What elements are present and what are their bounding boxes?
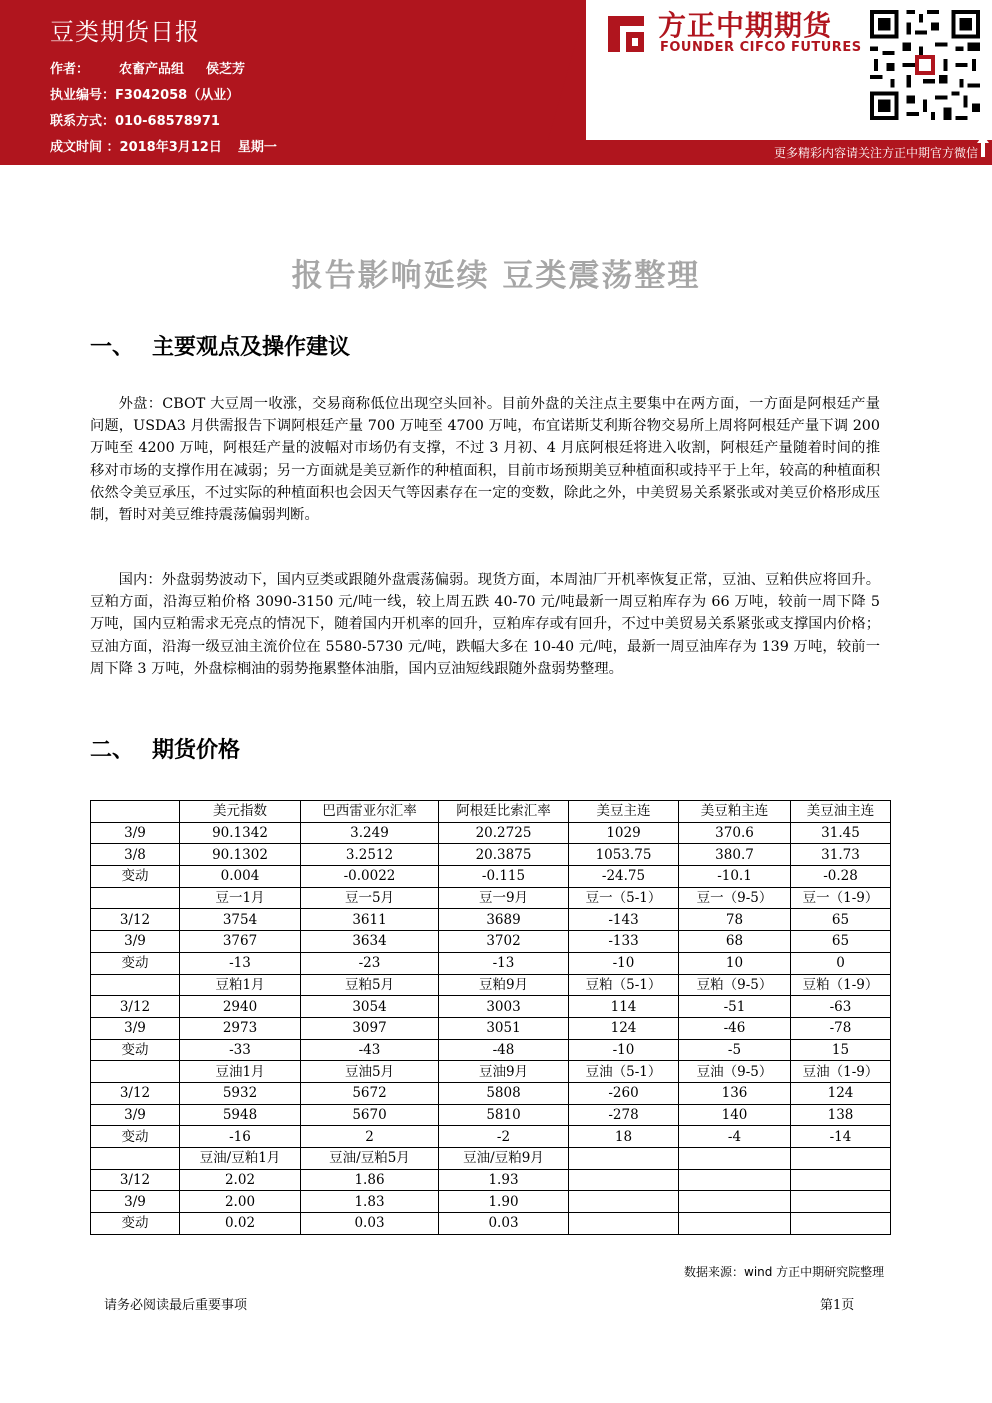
row-label-cell: 3/12 [91, 1082, 180, 1104]
table-cell: 3702 [439, 931, 569, 953]
table-cell: 5808 [439, 1082, 569, 1104]
table-cell: -46 [679, 1017, 791, 1039]
table-cell: 豆粕（9-5） [679, 974, 791, 996]
founder-logo-icon [604, 12, 648, 56]
table-cell: 370.6 [679, 822, 791, 844]
table-cell: 65 [791, 909, 891, 931]
table-cell: 1.90 [439, 1191, 569, 1213]
table-cell: 豆油1月 [180, 1061, 301, 1083]
table-cell: 1.86 [301, 1169, 439, 1191]
table-cell: 豆油/豆粕5月 [301, 1148, 439, 1170]
table-cell: -10 [569, 1039, 679, 1061]
table-cell: 114 [569, 996, 679, 1018]
table-cell: 豆一（9-5） [679, 887, 791, 909]
contact-value: 010-68578971 [115, 114, 220, 129]
row-label-cell: 3/12 [91, 1169, 180, 1191]
table-cell: 3003 [439, 996, 569, 1018]
table-row [91, 866, 891, 888]
date-value: 2018年3月12日 [119, 140, 222, 155]
table-cell: 3767 [180, 931, 301, 953]
row-label-cell: 3/12 [91, 996, 180, 1018]
table-cell: -4 [679, 1126, 791, 1148]
author-group: 农畜产品组 [119, 62, 185, 77]
table-row [91, 822, 891, 844]
table-cell: 31.73 [791, 844, 891, 866]
section-title: 主要观点及操作建议 [152, 335, 351, 360]
follow-wechat-text: 更多精彩内容请关注方正中期官方微信 [773, 146, 978, 160]
table-cell [569, 1191, 679, 1213]
futures-price-table [90, 800, 891, 1235]
paragraph-overseas: 外盘：CBOT 大豆周一收涨，交易商称低位出现空头回补。目前外盘的关注点主要集中在两方面，一方面是阿根廷产量问题，USDA3 月供需报告下调阿根廷产量 700 万吨至 4700 万吨，布宜诺斯艾利斯谷物交易所上周将阿根廷产量下调 200 万吨至 4200 万吨，阿根廷产量的波幅对市场仍有支撑，不过 3 月初、4 月底阿根廷将进入收割，阿根廷产量随着时间的推移对市场的支撑作用在减弱；另一方面就是美豆新作的种植面积，目前市场预期美豆种植面积或持平于上年，较高的种植面积依然令美豆承压，不过实际的种植面积也会因天气等因素存在一定的变数，除此之外，中美贸易关系紧张或对美豆价格形成压制，暂时对美豆维持震荡偏弱判断。 [90, 396, 880, 524]
table-cell: 0 [791, 952, 891, 974]
table-cell: 美豆油主连 [791, 801, 891, 823]
table-row [91, 931, 891, 953]
row-label-cell: 3/9 [91, 822, 180, 844]
table-cell: -43 [301, 1039, 439, 1061]
table-cell: 豆一9月 [439, 887, 569, 909]
row-label-cell: 变动 [91, 1126, 180, 1148]
license-line [50, 84, 239, 103]
table-cell: 20.3875 [439, 844, 569, 866]
table-cell: 380.7 [679, 844, 791, 866]
contact-label: 联系方式： [50, 114, 116, 129]
table-cell [569, 1213, 679, 1235]
table-cell: 阿根廷比索汇率 [439, 801, 569, 823]
table-cell: -10 [569, 952, 679, 974]
table-cell: 68 [679, 931, 791, 953]
row-label-cell [91, 801, 180, 823]
weekday: 星期一 [237, 140, 277, 155]
table-cell [791, 1148, 891, 1170]
table-row [91, 1104, 891, 1126]
page-number: 第1页 [820, 1298, 855, 1313]
footer-notice: 请务必阅读最后重要事项 [104, 1298, 248, 1313]
table-cell: 65 [791, 931, 891, 953]
table-cell: 10 [679, 952, 791, 974]
table-cell: 豆油/豆粕1月 [180, 1148, 301, 1170]
table-row [91, 1169, 891, 1191]
table-cell: -143 [569, 909, 679, 931]
table-cell [679, 1148, 791, 1170]
row-label-cell [91, 974, 180, 996]
row-label-cell: 3/8 [91, 844, 180, 866]
brand-name-en: FOUNDER CIFCO FUTURES [660, 40, 862, 55]
table-cell: 豆油9月 [439, 1061, 569, 1083]
report-title: 豆类期货日报 [50, 18, 200, 46]
table-cell: 20.2725 [439, 822, 569, 844]
table-cell: -10.1 [679, 866, 791, 888]
row-label-cell: 3/9 [91, 931, 180, 953]
table-cell: -51 [679, 996, 791, 1018]
table-cell: 美元指数 [180, 801, 301, 823]
table-row [91, 844, 891, 866]
table-cell: 3.249 [301, 822, 439, 844]
table-cell: 3054 [301, 996, 439, 1018]
table-cell: -23 [301, 952, 439, 974]
table-cell: 美豆主连 [569, 801, 679, 823]
headline: 报告影响延续 豆类震荡整理 [291, 258, 701, 294]
table-cell [791, 1213, 891, 1235]
table-cell: -13 [180, 952, 301, 974]
table-cell: 3634 [301, 931, 439, 953]
table-cell: 0.004 [180, 866, 301, 888]
table-cell: -2 [439, 1126, 569, 1148]
brand-name-cn: 方正中期期货 [658, 9, 833, 42]
table-row [91, 1148, 891, 1170]
table-cell: 1.83 [301, 1191, 439, 1213]
table-cell: 90.1302 [180, 844, 301, 866]
table-row [91, 1017, 891, 1039]
table-cell: -78 [791, 1017, 891, 1039]
table-cell: 3689 [439, 909, 569, 931]
contact-line [50, 110, 220, 129]
table-cell: 5932 [180, 1082, 301, 1104]
table-cell: 豆粕（1-9） [791, 974, 891, 996]
row-label-cell: 变动 [91, 1213, 180, 1235]
table-cell [679, 1169, 791, 1191]
table-cell: 31.45 [791, 822, 891, 844]
table-row [91, 1082, 891, 1104]
table-cell [791, 1191, 891, 1213]
table-cell: 豆一（5-1） [569, 887, 679, 909]
table-cell: 2940 [180, 996, 301, 1018]
table-cell [569, 1148, 679, 1170]
table-cell: 3.2512 [301, 844, 439, 866]
table-cell: 1.93 [439, 1169, 569, 1191]
table-cell: 美豆粕主连 [679, 801, 791, 823]
table-cell: 5948 [180, 1104, 301, 1126]
row-label-cell [91, 1061, 180, 1083]
table-cell: -14 [791, 1126, 891, 1148]
table-cell: 78 [679, 909, 791, 931]
author-name: 侯芝芳 [206, 62, 246, 77]
table-cell [679, 1213, 791, 1235]
section-number: 一、 [90, 335, 135, 360]
table-cell: 2.00 [180, 1191, 301, 1213]
table-cell: 3051 [439, 1017, 569, 1039]
table-cell: 豆油（5-1） [569, 1061, 679, 1083]
row-label-cell [91, 887, 180, 909]
table-cell: 0.02 [180, 1213, 301, 1235]
table-row [91, 952, 891, 974]
table-cell: 豆粕（5-1） [569, 974, 679, 996]
table-cell: 2 [301, 1126, 439, 1148]
table-row [91, 887, 891, 909]
table-cell: 0.03 [301, 1213, 439, 1235]
table-cell: -16 [180, 1126, 301, 1148]
table-cell: 豆油（9-5） [679, 1061, 791, 1083]
table-cell: 5672 [301, 1082, 439, 1104]
table-cell: 豆油（1-9） [791, 1061, 891, 1083]
table-row [91, 996, 891, 1018]
table-cell: 巴西雷亚尔汇率 [301, 801, 439, 823]
table-cell [569, 1169, 679, 1191]
table-cell: 18 [569, 1126, 679, 1148]
table-cell: 豆粕9月 [439, 974, 569, 996]
license-label: 执业编号： [50, 88, 116, 103]
table-cell: -48 [439, 1039, 569, 1061]
table-row [91, 1213, 891, 1235]
date-label: 成文时间 ： [50, 140, 120, 155]
table-cell: 15 [791, 1039, 891, 1061]
table-cell: -24.75 [569, 866, 679, 888]
qr-code-icon[interactable] [866, 6, 984, 124]
data-source: 数据来源：wind 方正中期研究院整理 [684, 1265, 885, 1279]
table-cell: 0.03 [439, 1213, 569, 1235]
table-cell: 3611 [301, 909, 439, 931]
table-cell: -0.115 [439, 866, 569, 888]
table-cell: -5 [679, 1039, 791, 1061]
row-label-cell [91, 1148, 180, 1170]
table-row [91, 1061, 891, 1083]
author-line [50, 58, 245, 77]
banner-slant [548, 0, 588, 140]
table-cell: 5810 [439, 1104, 569, 1126]
row-label-cell: 3/9 [91, 1191, 180, 1213]
table-cell: 豆粕1月 [180, 974, 301, 996]
table-cell: 3097 [301, 1017, 439, 1039]
table-cell: -33 [180, 1039, 301, 1061]
table-row [91, 909, 891, 931]
table-cell: 豆一（1-9） [791, 887, 891, 909]
table-cell: 1053.75 [569, 844, 679, 866]
table-row [91, 974, 891, 996]
table-cell: -133 [569, 931, 679, 953]
table-cell: -278 [569, 1104, 679, 1126]
table-cell: 豆一1月 [180, 887, 301, 909]
table-cell [679, 1191, 791, 1213]
section-heading-2 [90, 733, 240, 764]
table-cell: 2973 [180, 1017, 301, 1039]
row-label-cell: 3/12 [91, 909, 180, 931]
table-row [91, 801, 891, 823]
table-cell: 140 [679, 1104, 791, 1126]
date-line [50, 136, 277, 155]
table-cell: -0.0022 [301, 866, 439, 888]
row-label-cell: 3/9 [91, 1104, 180, 1126]
table-cell: -260 [569, 1082, 679, 1104]
table-cell: 138 [791, 1104, 891, 1126]
table-cell: 124 [569, 1017, 679, 1039]
table-cell: 豆一5月 [301, 887, 439, 909]
table-cell: 1029 [569, 822, 679, 844]
section-title: 期货价格 [152, 738, 241, 763]
table-cell: -13 [439, 952, 569, 974]
table-cell: 136 [679, 1082, 791, 1104]
row-label-cell: 变动 [91, 866, 180, 888]
table-cell: 2.02 [180, 1169, 301, 1191]
table-cell: 3754 [180, 909, 301, 931]
row-label-cell: 变动 [91, 1039, 180, 1061]
table-cell: 豆油5月 [301, 1061, 439, 1083]
arrow-up-icon [976, 134, 990, 158]
license-value: F3042058（从业） [115, 88, 240, 103]
table-cell: 5670 [301, 1104, 439, 1126]
row-label-cell: 3/9 [91, 1017, 180, 1039]
section-number: 二、 [90, 738, 135, 763]
paragraph-domestic: 国内：外盘弱势波动下，国内豆类或跟随外盘震荡偏弱。现货方面，本周油厂开机率恢复正常，豆油、豆粕供应将回升。豆粕方面，沿海豆粕价格 3090-3150 元/吨一线，较上周五跌 40-70 元/吨最新一周豆粕库存为 66 万吨，较前一周下降 5 万吨，国内豆粕需求无亮点的情况下，随着国内开机率的回升，豆粕库存或有回升，不过中美贸易关系紧张或支撑国内价格；豆油方面，沿海一级豆油主流价位在 5580-5730 元/吨，跌幅大多在 10-40 元/吨，最新一周豆油库存为 139 万吨，较前一周下降 3 万吨，外盘棕榈油的弱势拖累整体油脂，国内豆油短线跟随外盘弱势整理。 [90, 572, 880, 677]
table-row [91, 1191, 891, 1213]
table-cell: 90.1342 [180, 822, 301, 844]
table-cell: 豆油/豆粕9月 [439, 1148, 569, 1170]
table-row [91, 1126, 891, 1148]
table-cell: 豆粕5月 [301, 974, 439, 996]
table-row [91, 1039, 891, 1061]
section-heading-1 [90, 330, 350, 361]
table-cell [791, 1169, 891, 1191]
table-cell: 124 [791, 1082, 891, 1104]
table-cell: -0.28 [791, 866, 891, 888]
table-cell: -63 [791, 996, 891, 1018]
author-label: 作者： [50, 62, 90, 77]
row-label-cell: 变动 [91, 952, 180, 974]
